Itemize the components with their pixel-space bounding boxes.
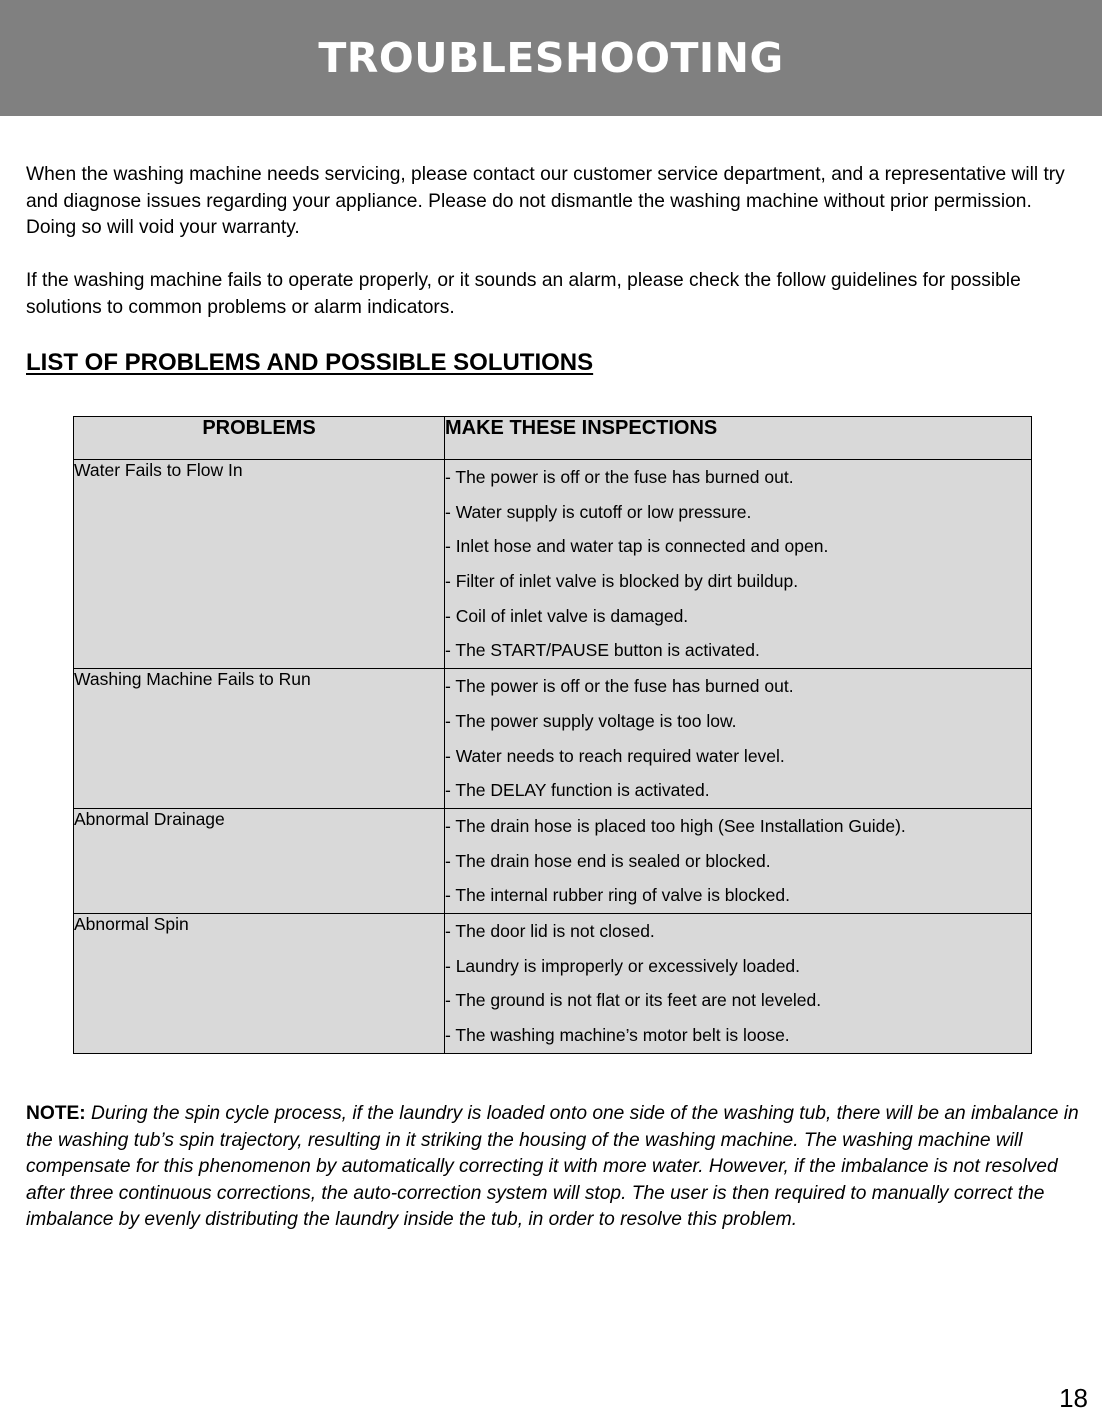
table-row — [74, 460, 1032, 669]
inspection-item: - The internal rubber ring of valve is blocked. — [445, 885, 790, 906]
inspection-item: - The DELAY function is activated. — [445, 780, 710, 801]
inspection-item: - The START/PAUSE button is activated. — [445, 640, 760, 661]
inspection-item: - Filter of inlet valve is blocked by dirt buildup. — [445, 571, 799, 592]
inspection-item: - The door lid is not closed. — [445, 920, 655, 941]
inspections-cell — [445, 808, 1032, 913]
inspections-cell — [445, 913, 1032, 1053]
intro-paragraph-guidelines: If the washing machine fails to operate properly, or it sounds an alarm, please check the follow guidelines for possible solutions to common problems or alarm indicators. — [26, 270, 1021, 318]
inspection-item: - Water needs to reach required water level. — [445, 745, 785, 766]
column-header-problems: PROBLEMS — [74, 417, 445, 460]
column-header-inspections: MAKE THESE INSPECTIONS — [445, 417, 1032, 460]
inspection-item: - The ground is not flat or its feet are not leveled. — [445, 990, 822, 1011]
table-row — [74, 913, 1032, 1053]
problem-cell: Abnormal Spin — [74, 913, 445, 1053]
header-band — [0, 0, 1102, 116]
troubleshooting-table — [73, 416, 1032, 1054]
inspection-item: - The drain hose end is sealed or blocked. — [445, 850, 771, 871]
table-row — [74, 808, 1032, 913]
note-label: NOTE: — [26, 1103, 86, 1124]
inspection-item: - The washing machine’s motor belt is loose. — [445, 1025, 790, 1045]
inspection-item: - Coil of inlet valve is damaged. — [445, 605, 689, 626]
problem-cell: Water Fails to Flow In — [74, 460, 445, 669]
troubleshooting-table-container — [73, 416, 1031, 1054]
inspection-item: - The power supply voltage is too low. — [445, 710, 737, 731]
page-number: 18 — [1059, 1383, 1088, 1413]
table-row — [74, 669, 1032, 809]
inspection-item: - Inlet hose and water tap is connected and open. — [445, 536, 829, 557]
problem-cell: Washing Machine Fails to Run — [74, 669, 445, 809]
table-header-row — [74, 417, 1032, 460]
intro-paragraph-service: When the washing machine needs servicing, please contact our customer service department, and a representative will try and diagnose issues regarding your appliance. Please do not dismantle the washing machine without prior permission. Doing so will void your warranty. — [26, 164, 1065, 238]
note-text: During the spin cycle process, if the laundry is loaded onto one side of the washing tub, there will be an imbalance in the washing tub’s spin trajectory, resulting in it striking the housing of the washing machine. The washing machine will compensate for this phenomenon by automatically correcting it with more water. However, if the imbalance is not resolved after three continuous corrections, the auto-correction system will stop. The user is then required to manually correct the imbalance by evenly distributing the laundry inside the tub, in order to resolve this problem. — [26, 1103, 1079, 1230]
inspection-item: - Water supply is cutoff or low pressure. — [445, 501, 752, 522]
inspections-cell — [445, 460, 1032, 669]
problem-cell: Abnormal Drainage — [74, 808, 445, 913]
inspection-item: - The power is off or the fuse has burned out. — [445, 676, 794, 697]
section-heading: LIST OF PROBLEMS AND POSSIBLE SOLUTIONS — [26, 349, 594, 376]
inspection-item: - The drain hose is placed too high (See Installation Guide). — [445, 815, 906, 836]
inspections-cell — [445, 669, 1032, 809]
note-paragraph — [26, 1101, 1081, 1234]
inspection-item: - Laundry is improperly or excessively loaded. — [445, 955, 801, 976]
inspection-item: - The power is off or the fuse has burned out. — [445, 467, 794, 487]
page-title: TROUBLESHOOTING — [318, 34, 784, 82]
